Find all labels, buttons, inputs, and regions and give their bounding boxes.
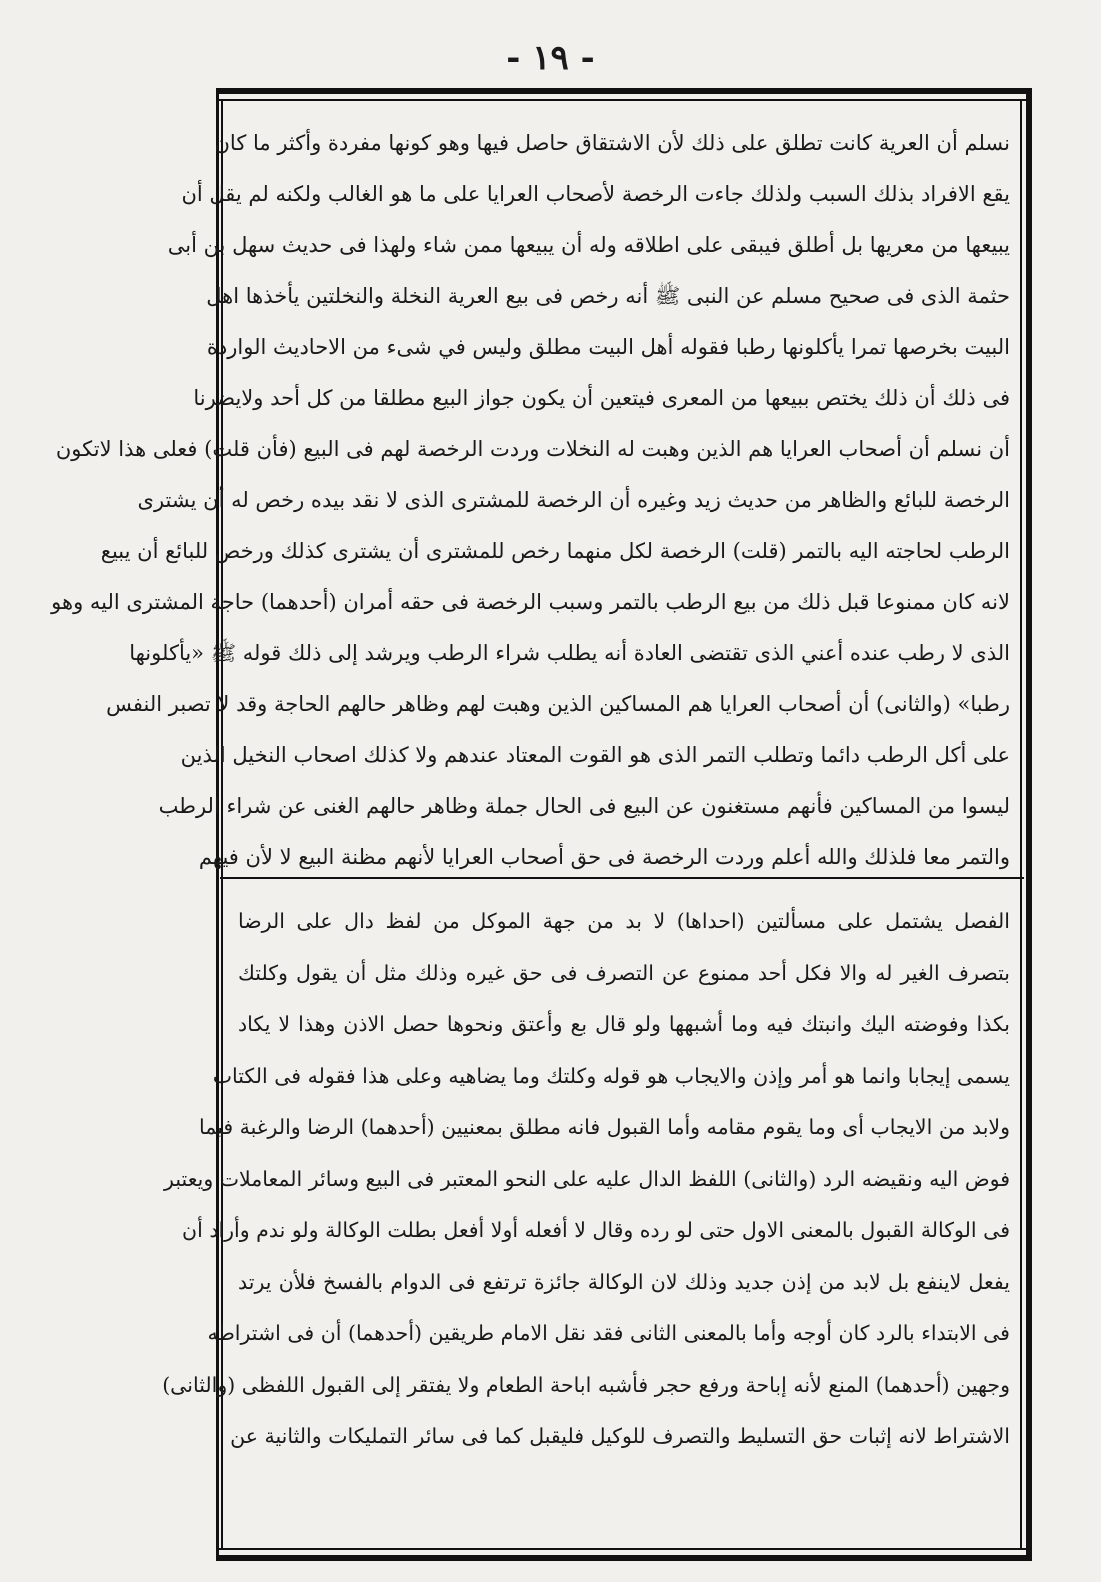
footnote-line: بتصرف الغير له والا فكل أحد ممنوع عن التصرف فى حق غيره وذلك مثل أن يقول وكلتك — [238, 960, 1010, 985]
main-text-line: حثمة الذى فى صحيح مسلم عن النبى ﷺ أنه رخص فى بيع العرية النخلة والنخلتين يأخذها اهل — [206, 284, 1010, 308]
main-text — [51, 118, 1010, 883]
frame-bottom-rule — [216, 1555, 1032, 1561]
main-text-line: على أكل الرطب دائما وتطلب التمر الذى هو القوت المعتاد عندهم ولا كذلك اصحاب النخيل الذين — [180, 743, 1010, 767]
frame-bottom-inner-rule — [216, 1548, 1032, 1550]
main-text-line: فى ذلك أن ذلك يختص ببيعها من المعرى فيتعين أن يكون جواز البيع مطلقا من كل أحد ولايضرنا — [193, 386, 1010, 410]
main-text-line: يبيعها من معريها بل أطلق فيبقى على اطلاقه وله أن يبيعها ممن شاء ولهذا فى حديث سهل بن أبى — [167, 233, 1010, 257]
footnote-line: ولابد من الايجاب أى وما يقوم مقامه وأما القبول فانه مطلق بمعنيين (أحدهما) الرضا والرغبة فيما — [199, 1115, 1010, 1139]
page-number: - ١٩ - — [506, 38, 595, 78]
main-text-line: رطبا» (والثانى) أن أصحاب العرايا هم المساكين الذين وهبت لهم وظاهر حالهم الحاجة وقد لا تصبر النفس — [106, 692, 1010, 716]
footnote-line: فى الوكالة القبول بالمعنى الاول حتى لو رده وقال لا أفعله أولا أفعل بطلت الوكالة ولو ندم وأراد أن — [182, 1218, 1010, 1242]
main-text-line: ليسوا من المساكين فأنهم مستغنون عن البيع فى الحال جملة وظاهر حالهم الغنى عن شراء الرطب — [158, 794, 1010, 818]
footnote-line: يفعل لاينفع بل لابد من إذن جديد وذلك لان الوكالة جائزة ترتفع فى الدوام بالفسخ فلأن يرتد — [238, 1269, 1010, 1294]
main-text-line: الذى لا رطب عنده أعني الذى تقتضى العادة أنه يطلب شراء الرطب ويرشد إلى ذلك قوله ﷺ «يأكلونها — [129, 641, 1010, 665]
main-text-line: الرطب لحاجته اليه بالتمر (قلت) الرخصة لكل منهما رخص للمشترى أن يشترى كذلك ورخص للبائع أن يبيع — [100, 539, 1010, 563]
footnote-line: بكذا وفوضته اليك وانبتك فيه وما أشبهها ولو قال بع وأعتق ونحوها حصل الاذن وهذا لا يكاد — [238, 1012, 1010, 1036]
main-text-line: أن نسلم أن أصحاب العرايا هم الذين وهبت له النخلات وردت الرخصة لهم فى البيع (فأن قلت) فعلى هذا لاتكون — [55, 437, 1010, 461]
footnote-line: وجهين (أحدهما) المنع لأنه إباحة ورفع حجر فأشبه اباحة الطعام ولا يفتقر إلى القبول اللفظى (والثانى) — [162, 1372, 1010, 1397]
main-text-line: يقع الافراد بذلك السبب ولذلك جاءت الرخصة لأصحاب العرايا على ما هو الغالب ولكنه لم يقل أن — [181, 182, 1010, 206]
main-text-line: نسلم أن العرية كانت تطلق على ذلك لأن الاشتقاق حاصل فيها وهو كونها مفردة وأكثر ما كان — [214, 131, 1010, 155]
footnote-line: الاشتراط لانه إثبات حق التسليط والتصرف للوكيل فليقبل كما فى سائر التمليكات والثانية عن — [230, 1424, 1010, 1448]
footnote-divider — [220, 877, 1024, 879]
footnote-line: يسمى إيجابا وانما هو أمر وإذن والايجاب هو قوله وكلتك وما يضاهيه وعلى هذا فقوله فى الكتاب — [212, 1063, 1010, 1088]
page-frame — [51, 88, 1032, 1561]
main-text-line: والتمر معا فلذلك والله أعلم وردت الرخصة فى حق أصحاب العرايا لأنهم مظنة البيع لا لأن فيهم — [198, 845, 1010, 869]
footnote-line: الفصل يشتمل على مسألتين (احداها) لا بد من جهة الموكل من لفظ دال على الرضا — [238, 909, 1010, 933]
footnote-line: فوض اليه ونقيضه الرد (والثانى) اللفظ الدال عليه على النحو المعتبر فى البيع وسائر المعاملات ويعتبر — [164, 1166, 1010, 1191]
frame-top-inner-rule — [216, 99, 1032, 101]
frame-top-rule — [216, 88, 1032, 94]
main-text-line: البيت بخرصها تمرا يأكلونها رطبا فقوله أهل البيت مطلق وليس في شىء من الاحاديث الواردة — [206, 335, 1010, 359]
frame-right-inner-rule — [1020, 100, 1022, 1549]
main-text-line: الرخصة للبائع والظاهر من حديث زيد وغيره أن الرخصة للمشترى الذى لا نقد بيده رخص له أن يشترى — [137, 488, 1010, 512]
footnote-text — [162, 896, 1010, 1463]
main-text-line: لانه كان ممنوعا قبل ذلك من بيع الرطب بالتمر وسبب الرخصة فى حقه أمران (أحدهما) حاجة المشترى اليه وهو — [51, 590, 1010, 614]
frame-right-rule — [1026, 88, 1032, 1561]
footnote-line: فى الابتداء بالرد كان أوجه وأما بالمعنى الثانى فقد نقل الامام طريقين (أحدهما) أن فى اشتراطه — [207, 1321, 1010, 1345]
